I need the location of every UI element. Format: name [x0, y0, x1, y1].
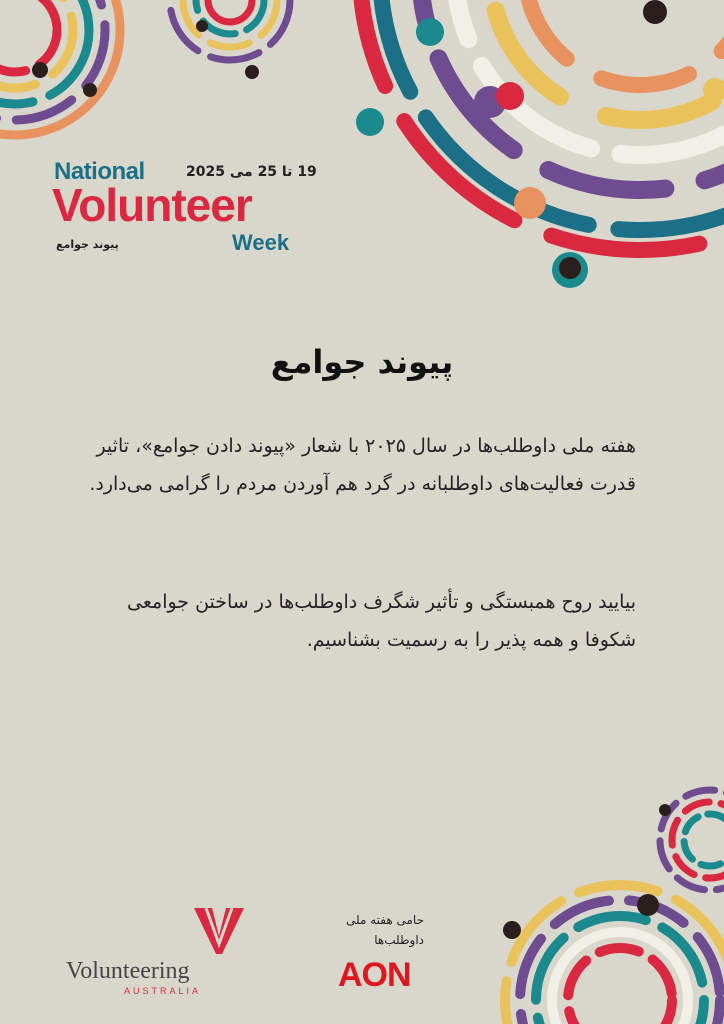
- va-name: Volunteering: [66, 958, 190, 984]
- va-subtitle: AUSTRALIA: [124, 986, 202, 996]
- aon-logo: AON: [338, 956, 411, 994]
- sponsor-label: حامی هفته ملی داوطلب‌ها: [346, 913, 424, 947]
- logo-tagline: پیوند جوامع: [56, 238, 119, 251]
- national-volunteer-week-logo: [52, 158, 317, 258]
- logo-national-text: National: [54, 158, 145, 185]
- intro-paragraph: هفته ملی داوطلب‌ها در سال ۲۰۲۵ با شعار «پیوند دادن جوامع»، تاثیر قدرت فعالیت‌های داوطلبانه در گرد هم آوردن مردم را گرامی می‌دارد.: [89, 435, 636, 495]
- sponsor-block: [330, 910, 440, 1000]
- volunteering-australia-logo: [66, 906, 246, 996]
- logo-volunteer-text: Volunteer: [52, 179, 252, 231]
- event-dates: 19 تا 25 می 2025: [186, 164, 317, 180]
- call-to-action-paragraph: بیایید روح همبستگی و تأثیر شگرف داوطلب‌ها در ساختن جوامعی شکوفا و همه پذیر را به رسمیت بشناسیم.: [127, 591, 636, 651]
- decorative-rings-top-right: [340, 0, 724, 300]
- page-title: پیوند جوامع: [270, 343, 454, 381]
- logo-week-text: Week: [232, 230, 290, 255]
- decorative-rings-top-left: [0, 0, 140, 150]
- va-heart-icon: [192, 906, 246, 956]
- decorative-rings-top-center: [160, 0, 300, 84]
- decorative-rings-bottom-right: [490, 780, 724, 1024]
